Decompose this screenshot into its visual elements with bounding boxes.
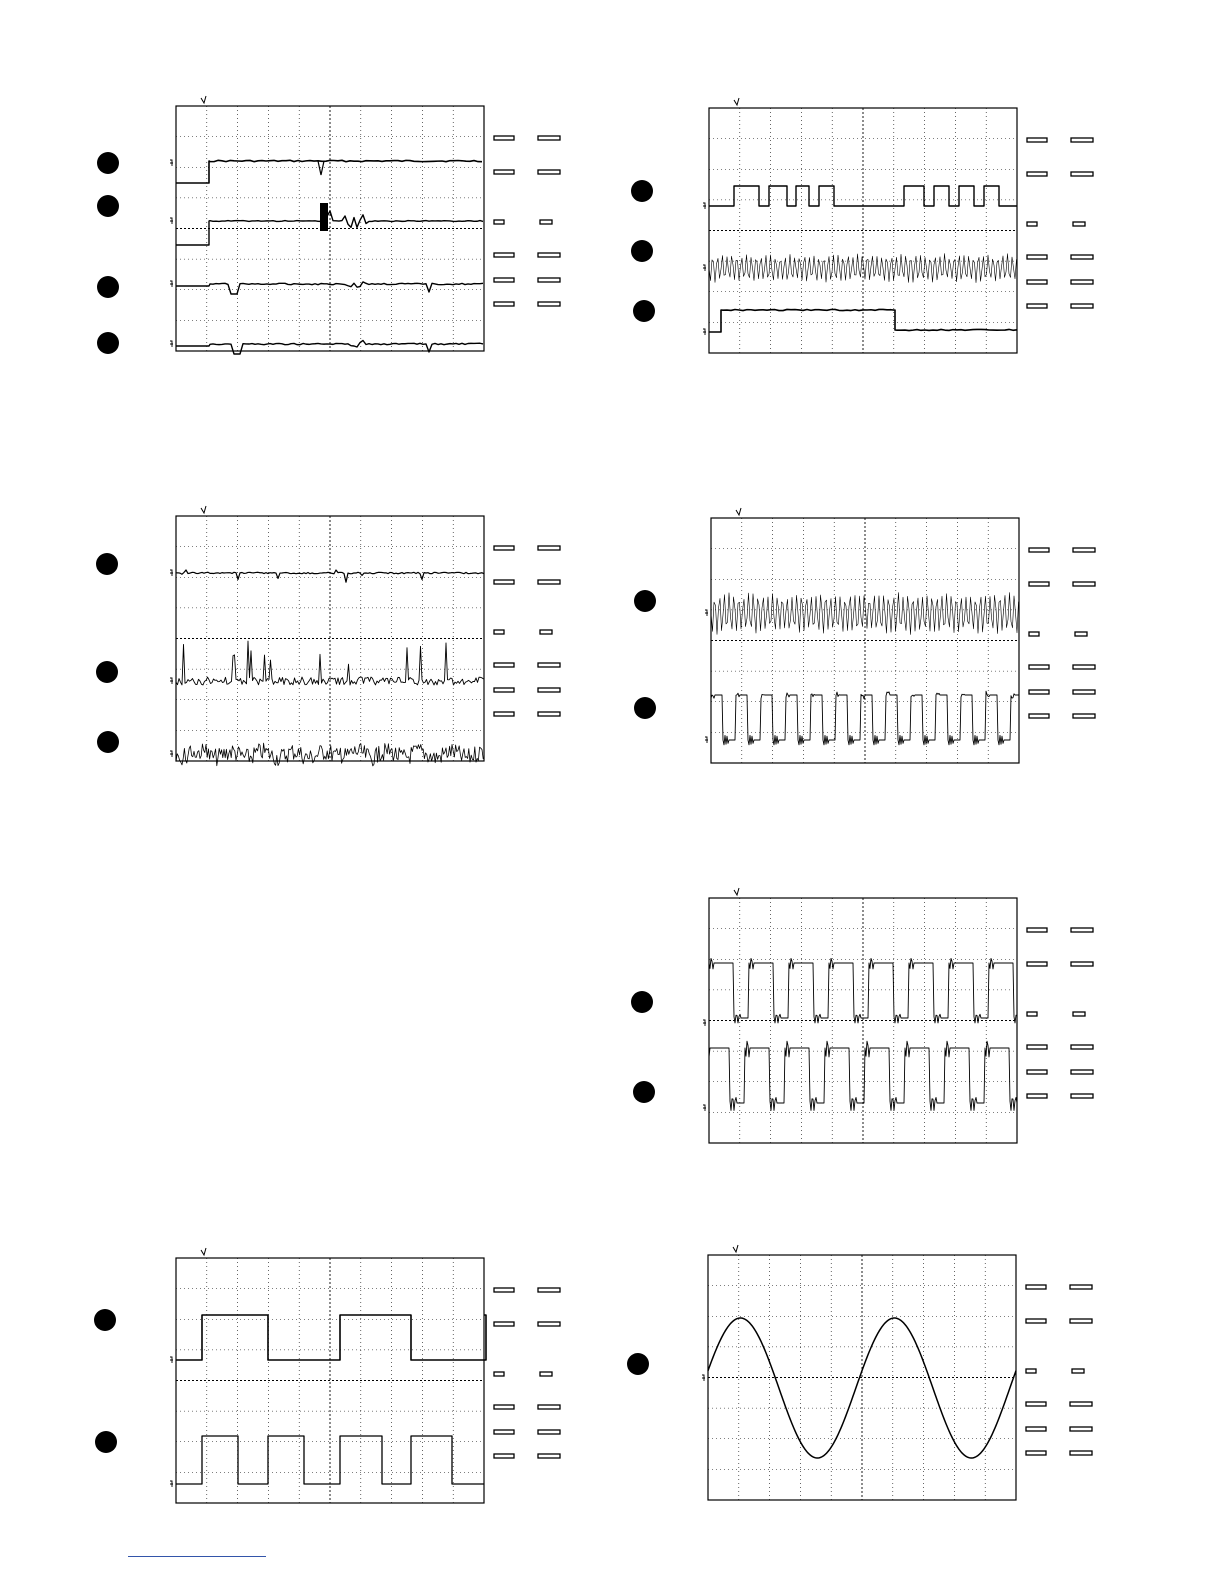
setting-indicator [540, 630, 552, 634]
setting-indicator [538, 170, 560, 174]
setting-indicator [538, 302, 560, 306]
setting-indicator [1026, 1402, 1046, 1406]
setting-indicator [1071, 255, 1093, 259]
setting-indicator [494, 630, 504, 634]
setting-indicator [494, 302, 514, 306]
setting-indicator [1073, 665, 1095, 669]
setting-indicator [1073, 548, 1095, 552]
setting-indicator [1026, 1451, 1046, 1455]
oscilloscope-screen [176, 506, 576, 776]
ground-level-icon [703, 265, 706, 271]
channel-marker [97, 195, 119, 217]
burst-block [320, 203, 328, 231]
setting-indicator [1027, 280, 1047, 284]
oscilloscope-panel-4 [711, 508, 1111, 778]
setting-indicator [494, 278, 514, 282]
setting-indicator [1026, 1427, 1046, 1431]
oscilloscope-screen [174, 1248, 574, 1518]
channel-marker [633, 1081, 655, 1103]
setting-indicator [1071, 172, 1093, 176]
channel-marker [94, 1309, 116, 1331]
ground-level-icon [170, 218, 173, 224]
channel-marker [634, 590, 656, 612]
ground-level-icon [703, 1020, 706, 1026]
setting-indicator [494, 546, 514, 550]
setting-indicator [1070, 1427, 1092, 1431]
channel-marker [633, 300, 655, 322]
oscilloscope-panel-5 [709, 888, 1109, 1158]
setting-indicator [538, 1288, 560, 1292]
setting-indicator [1027, 138, 1047, 142]
setting-indicator [1070, 1319, 1092, 1323]
oscilloscope-panel-1 [176, 96, 576, 366]
oscilloscope-screen [711, 508, 1111, 778]
setting-indicator [1026, 1369, 1036, 1373]
setting-indicator [1071, 1045, 1093, 1049]
setting-indicator [1027, 962, 1047, 966]
trigger-arrow-icon [736, 508, 741, 515]
setting-indicator [494, 663, 514, 667]
setting-indicator [1073, 582, 1095, 586]
setting-indicator [1070, 1285, 1092, 1289]
setting-indicator [1071, 1094, 1093, 1098]
setting-indicator [538, 712, 560, 716]
setting-indicator [494, 1288, 514, 1292]
oscilloscope-screen [709, 888, 1109, 1158]
setting-indicator [1027, 1012, 1037, 1016]
channel-marker [96, 661, 118, 683]
ground-level-icon [703, 1105, 706, 1111]
ground-level-icon [170, 1481, 173, 1487]
channel-marker [96, 553, 118, 575]
setting-indicator [1029, 548, 1049, 552]
setting-indicator [538, 1430, 560, 1434]
setting-indicator [538, 278, 560, 282]
setting-indicator [494, 580, 514, 584]
channel-marker [627, 1353, 649, 1375]
ground-level-icon [170, 160, 173, 166]
setting-indicator [494, 1372, 504, 1376]
setting-indicator [494, 253, 514, 257]
setting-indicator [494, 170, 514, 174]
setting-indicator [1072, 1369, 1084, 1373]
setting-indicator [1075, 632, 1087, 636]
setting-indicator [1071, 280, 1093, 284]
oscilloscope-screen [176, 96, 576, 366]
trigger-arrow-icon [733, 1245, 738, 1252]
setting-indicator [1027, 1045, 1047, 1049]
setting-indicator [1070, 1402, 1092, 1406]
channel-marker [95, 1431, 117, 1453]
setting-indicator [1027, 304, 1047, 308]
channel-marker [97, 152, 119, 174]
ground-level-icon [170, 570, 173, 576]
setting-indicator [1029, 690, 1049, 694]
setting-indicator [494, 220, 504, 224]
setting-indicator [1026, 1285, 1046, 1289]
channel-marker [631, 180, 653, 202]
setting-indicator [1071, 928, 1093, 932]
oscilloscope-screen [708, 1245, 1108, 1515]
trigger-arrow-icon [201, 96, 206, 103]
trigger-arrow-icon [201, 506, 206, 513]
setting-indicator [1071, 304, 1093, 308]
setting-indicator [1027, 222, 1037, 226]
oscilloscope-panel-3 [176, 506, 576, 776]
channel-marker [97, 332, 119, 354]
setting-indicator [538, 136, 560, 140]
setting-indicator [538, 1322, 560, 1326]
setting-indicator [1029, 714, 1049, 718]
setting-indicator [1073, 714, 1095, 718]
setting-indicator [1071, 138, 1093, 142]
ground-level-icon [170, 341, 173, 347]
setting-indicator [540, 1372, 552, 1376]
channel-marker [97, 731, 119, 753]
setting-indicator [494, 1454, 514, 1458]
channel-marker [97, 276, 119, 298]
channel-marker [631, 991, 653, 1013]
setting-indicator [538, 580, 560, 584]
setting-indicator [1071, 962, 1093, 966]
ground-level-icon [170, 1357, 173, 1363]
setting-indicator [538, 1405, 560, 1409]
setting-indicator [494, 1322, 514, 1326]
ground-level-icon [702, 1375, 705, 1381]
setting-indicator [494, 136, 514, 140]
channel-marker [634, 697, 656, 719]
ground-level-icon [705, 737, 708, 743]
oscilloscope-screen [709, 98, 1109, 368]
setting-indicator [1073, 1012, 1085, 1016]
setting-indicator [1029, 665, 1049, 669]
setting-indicator [1027, 1094, 1047, 1098]
footer-link-underline [128, 1556, 266, 1557]
trigger-arrow-icon [201, 1248, 206, 1255]
oscilloscope-panel-7 [174, 1248, 574, 1518]
ground-level-icon [703, 203, 706, 209]
setting-indicator [1071, 1070, 1093, 1074]
setting-indicator [494, 688, 514, 692]
setting-indicator [538, 663, 560, 667]
trigger-arrow-icon [734, 888, 739, 895]
channel-marker [631, 240, 653, 262]
setting-indicator [494, 1430, 514, 1434]
oscilloscope-panel-6 [708, 1245, 1108, 1515]
setting-indicator [494, 1405, 514, 1409]
setting-indicator [1029, 632, 1039, 636]
page-title [0, 0, 1, 1]
setting-indicator [494, 712, 514, 716]
setting-indicator [1027, 1070, 1047, 1074]
ground-level-icon [170, 281, 173, 287]
setting-indicator [538, 546, 560, 550]
ground-level-icon [170, 751, 173, 757]
setting-indicator [538, 253, 560, 257]
setting-indicator [1073, 222, 1085, 226]
setting-indicator [540, 220, 552, 224]
setting-indicator [1026, 1319, 1046, 1323]
ground-level-icon [705, 610, 708, 616]
ground-level-icon [703, 329, 706, 335]
setting-indicator [1027, 172, 1047, 176]
setting-indicator [1027, 928, 1047, 932]
setting-indicator [1027, 255, 1047, 259]
setting-indicator [538, 688, 560, 692]
setting-indicator [1029, 582, 1049, 586]
setting-indicator [1073, 690, 1095, 694]
ground-level-icon [170, 678, 173, 684]
oscilloscope-panel-2 [709, 98, 1109, 368]
setting-indicator [538, 1454, 560, 1458]
setting-indicator [1070, 1451, 1092, 1455]
trigger-arrow-icon [734, 98, 739, 105]
